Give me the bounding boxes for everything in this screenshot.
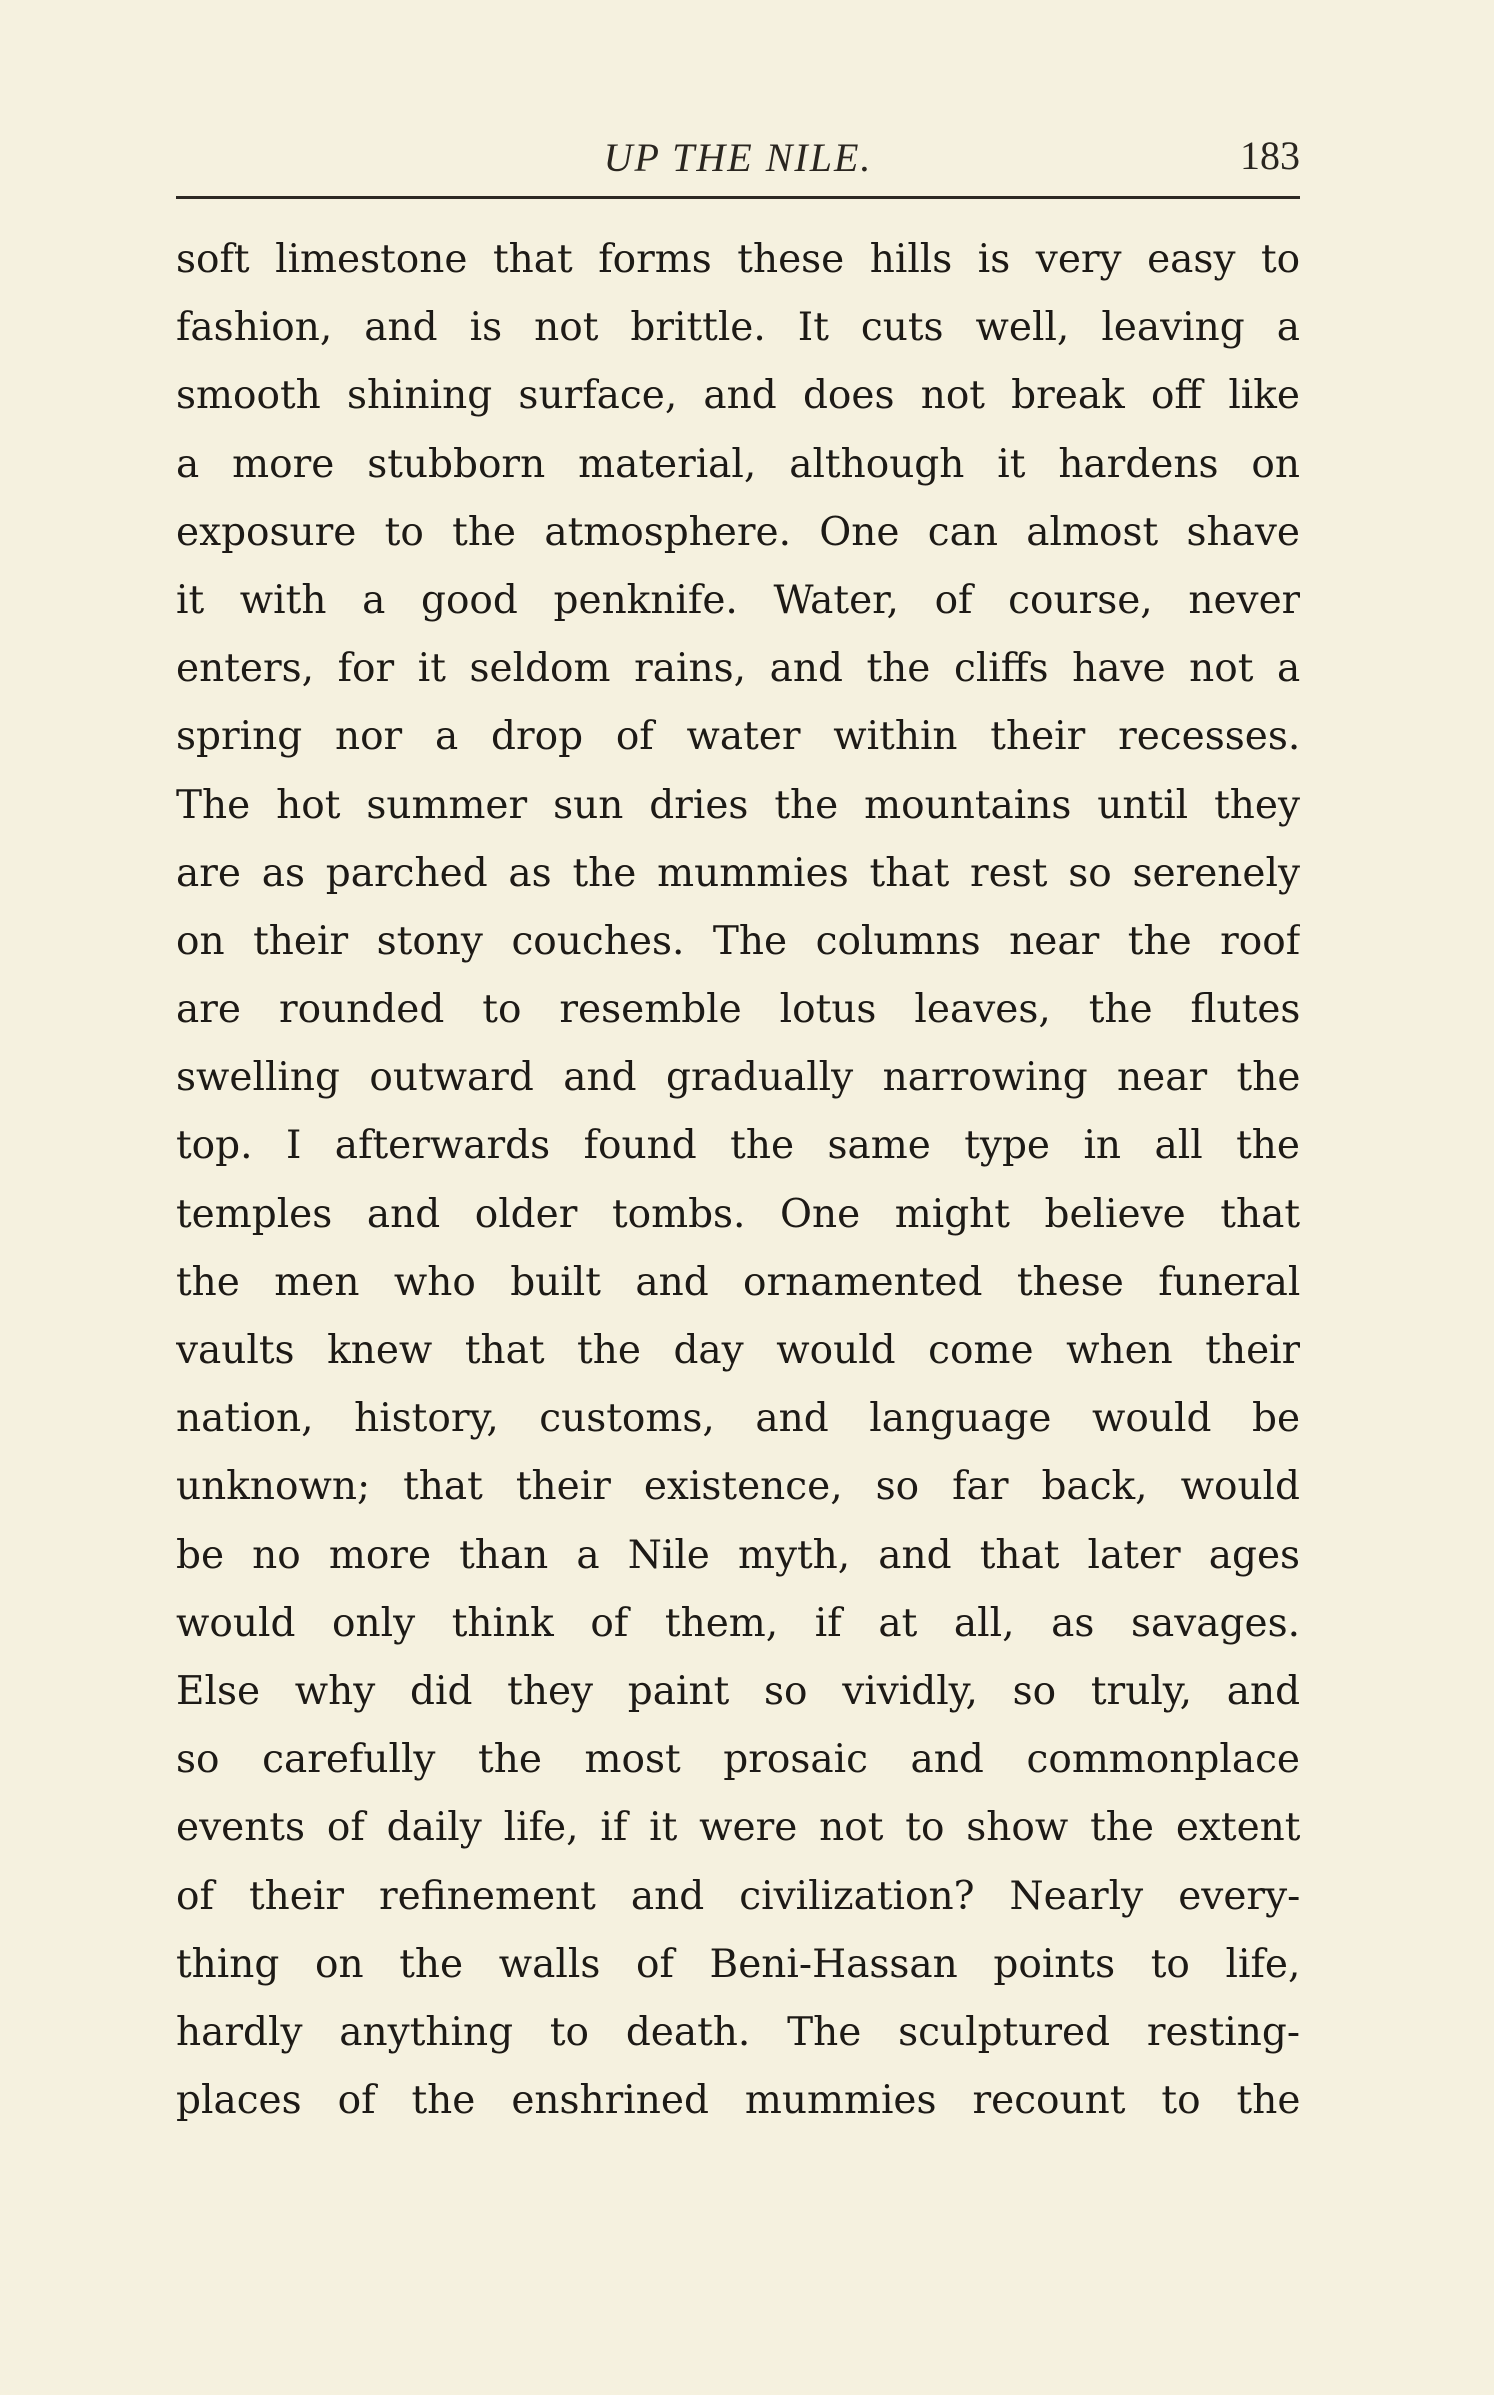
text-line: hardly anything to death. The sculptured resting-	[176, 2009, 1300, 2055]
text-line: The hot summer sun dries the mountains until they	[176, 782, 1300, 828]
text-line: Else why did they paint so vividly, so truly, and	[176, 1668, 1300, 1714]
text-line: it with a good penknife. Water, of course, never	[176, 577, 1300, 623]
text-line: top. I afterwards found the same type in all the	[176, 1123, 1300, 1169]
header-rule	[176, 196, 1300, 199]
text-line: of their refinement and civilization? Nearly every-	[176, 1873, 1300, 1919]
text-line: smooth shining surface, and does not break off like	[176, 373, 1300, 419]
running-head	[176, 128, 1300, 188]
text-line: temples and older tombs. One might believe that	[176, 1191, 1300, 1237]
text-line: on their stony couches. The columns near the roof	[176, 918, 1300, 964]
page-number: 183	[1240, 133, 1300, 178]
text-line: unknown; that their existence, so far back, would	[176, 1464, 1300, 1510]
text-line: nation, history, customs, and language would be	[176, 1396, 1300, 1442]
text-line: would only think of them, if at all, as savages.	[176, 1600, 1300, 1646]
text-line: vaults knew that the day would come when their	[176, 1328, 1300, 1373]
text-line: enters, for it seldom rains, and the cliffs have not a	[176, 646, 1300, 692]
text-line: the men who built and ornamented these funeral	[176, 1259, 1300, 1305]
text-line: thing on the walls of Beni-Hassan points to life,	[176, 1941, 1300, 1987]
body-text	[176, 226, 1300, 2135]
text-line: are as parched as the mummies that rest so serenely	[176, 850, 1300, 896]
text-line: spring nor a drop of water within their recesses.	[176, 714, 1300, 760]
text-line: fashion, and is not brittle. It cuts well, leaving a	[176, 305, 1300, 351]
running-title: UP THE NILE.	[603, 135, 873, 180]
text-line: a more stubborn material, although it hardens on	[176, 441, 1300, 487]
text-line: are rounded to resemble lotus leaves, the flutes	[176, 987, 1300, 1033]
text-line: soft limestone that forms these hills is very easy to	[176, 237, 1300, 282]
text-line: swelling outward and gradually narrowing near the	[176, 1055, 1300, 1101]
text-line: exposure to the atmosphere. One can almost shave	[176, 509, 1300, 555]
text-line: events of daily life, if it were not to show the extent	[176, 1805, 1300, 1851]
text-line: so carefully the most prosaic and commonplace	[176, 1737, 1300, 1783]
text-line: be no more than a Nile myth, and that later ages	[176, 1532, 1300, 1578]
text-line: places of the enshrined mummies recount to the	[176, 2078, 1300, 2124]
